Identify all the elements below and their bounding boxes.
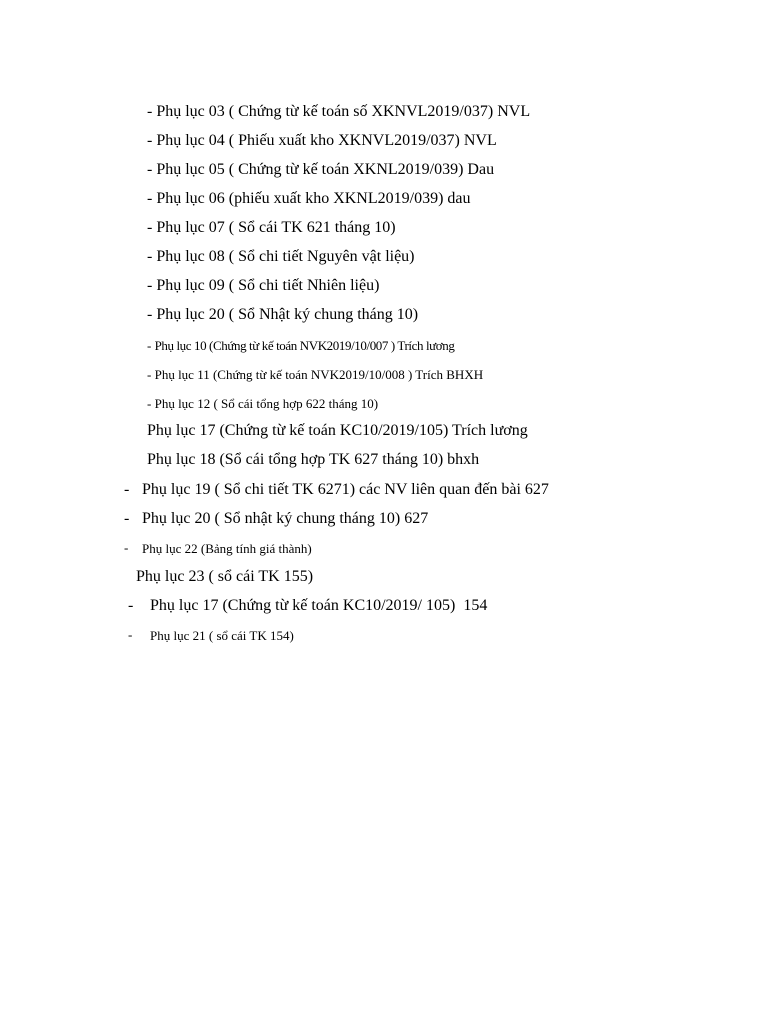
line-text: Phụ lục 19 ( Sổ chi tiết TK 6271) các NV liên quan đến bài 627 [142,481,549,498]
appendix-line [147,368,483,381]
line-text: Phụ lục 09 ( Sổ chi tiết Nhiên liệu) [156,277,380,294]
appendix-line [147,191,471,207]
appendix-line [147,397,378,410]
line-text: Phụ lục 12 ( Sổ cái tổng hợp 622 tháng 10) [154,396,379,411]
line-bullet: - [124,481,130,498]
appendix-line [142,511,428,527]
line-bullet: - [124,510,130,527]
appendix-line [142,482,549,498]
line-bullet: - [147,161,157,178]
line-text: Phụ lục 11 (Chứng từ kế toán NVK2019/10/008 ) Trích BHXH [154,367,484,382]
line-text: Phụ lục 06 (phiếu xuất kho XKNL2019/039) dau [156,190,471,207]
line-bullet: - [128,597,134,614]
line-text: Phụ lục 04 ( Phiếu xuất kho XKNVL2019/037) NVL [156,132,497,149]
line-bullet: - [147,338,155,353]
line-text: Phụ lục 10 (Chứng từ kế toán NVK2019/10/007 ) Trích lương [154,338,455,353]
line-text: Phụ lục 08 ( Sổ chi tiết Nguyên vật liệu) [156,248,415,265]
appendix-line [147,220,396,236]
line-bullet: - [147,219,157,236]
line-text: Phụ lục 20 ( Sổ Nhật ký chung tháng 10) [156,306,419,323]
line-bullet: - [147,396,155,411]
line-bullet: - [147,277,157,294]
line-bullet: - [147,103,157,120]
appendix-line [147,452,479,468]
line-text: Phụ lục 17 (Chứng từ kế toán KC10/2019/ 105) 154 [150,597,488,614]
appendix-line [150,598,487,614]
line-text: Phụ lục 21 ( sổ cái TK 154) [150,628,294,643]
appendix-line [147,133,497,149]
appendix-line [147,339,454,352]
appendix-line [147,162,494,178]
line-bullet: - [147,306,157,323]
appendix-line [150,629,294,642]
line-text: Phụ lục 20 ( Sổ nhật ký chung tháng 10) 627 [142,510,429,527]
line-text: Phụ lục 22 (Bảng tính giá thành) [142,541,312,556]
line-bullet: - [128,627,133,642]
line-text: Phụ lục 03 ( Chứng từ kế toán số XKNVL2019/037) NVL [156,103,531,120]
line-text: Phụ lục 05 ( Chứng từ kế toán XKNL2019/039) Dau [156,161,495,178]
appendix-line [147,423,528,439]
line-bullet: - [124,540,129,555]
line-bullet: - [147,248,157,265]
line-text: Phụ lục 17 (Chứng từ kế toán KC10/2019/105) Trích lương [147,422,528,439]
line-bullet: - [147,367,155,382]
appendix-line [147,278,379,294]
line-text: Phụ lục 23 ( sổ cái TK 155) [136,568,314,585]
line-bullet: - [147,190,157,207]
appendix-line [136,569,313,585]
appendix-line [147,104,530,120]
appendix-line [142,542,312,555]
line-bullet: - [147,132,157,149]
appendix-line [147,307,418,323]
appendix-line [147,249,415,265]
line-text: Phụ lục 18 (Sổ cái tổng hợp TK 627 tháng 10) bhxh [147,451,480,468]
line-text: Phụ lục 07 ( Sổ cái TK 621 tháng 10) [156,219,396,236]
